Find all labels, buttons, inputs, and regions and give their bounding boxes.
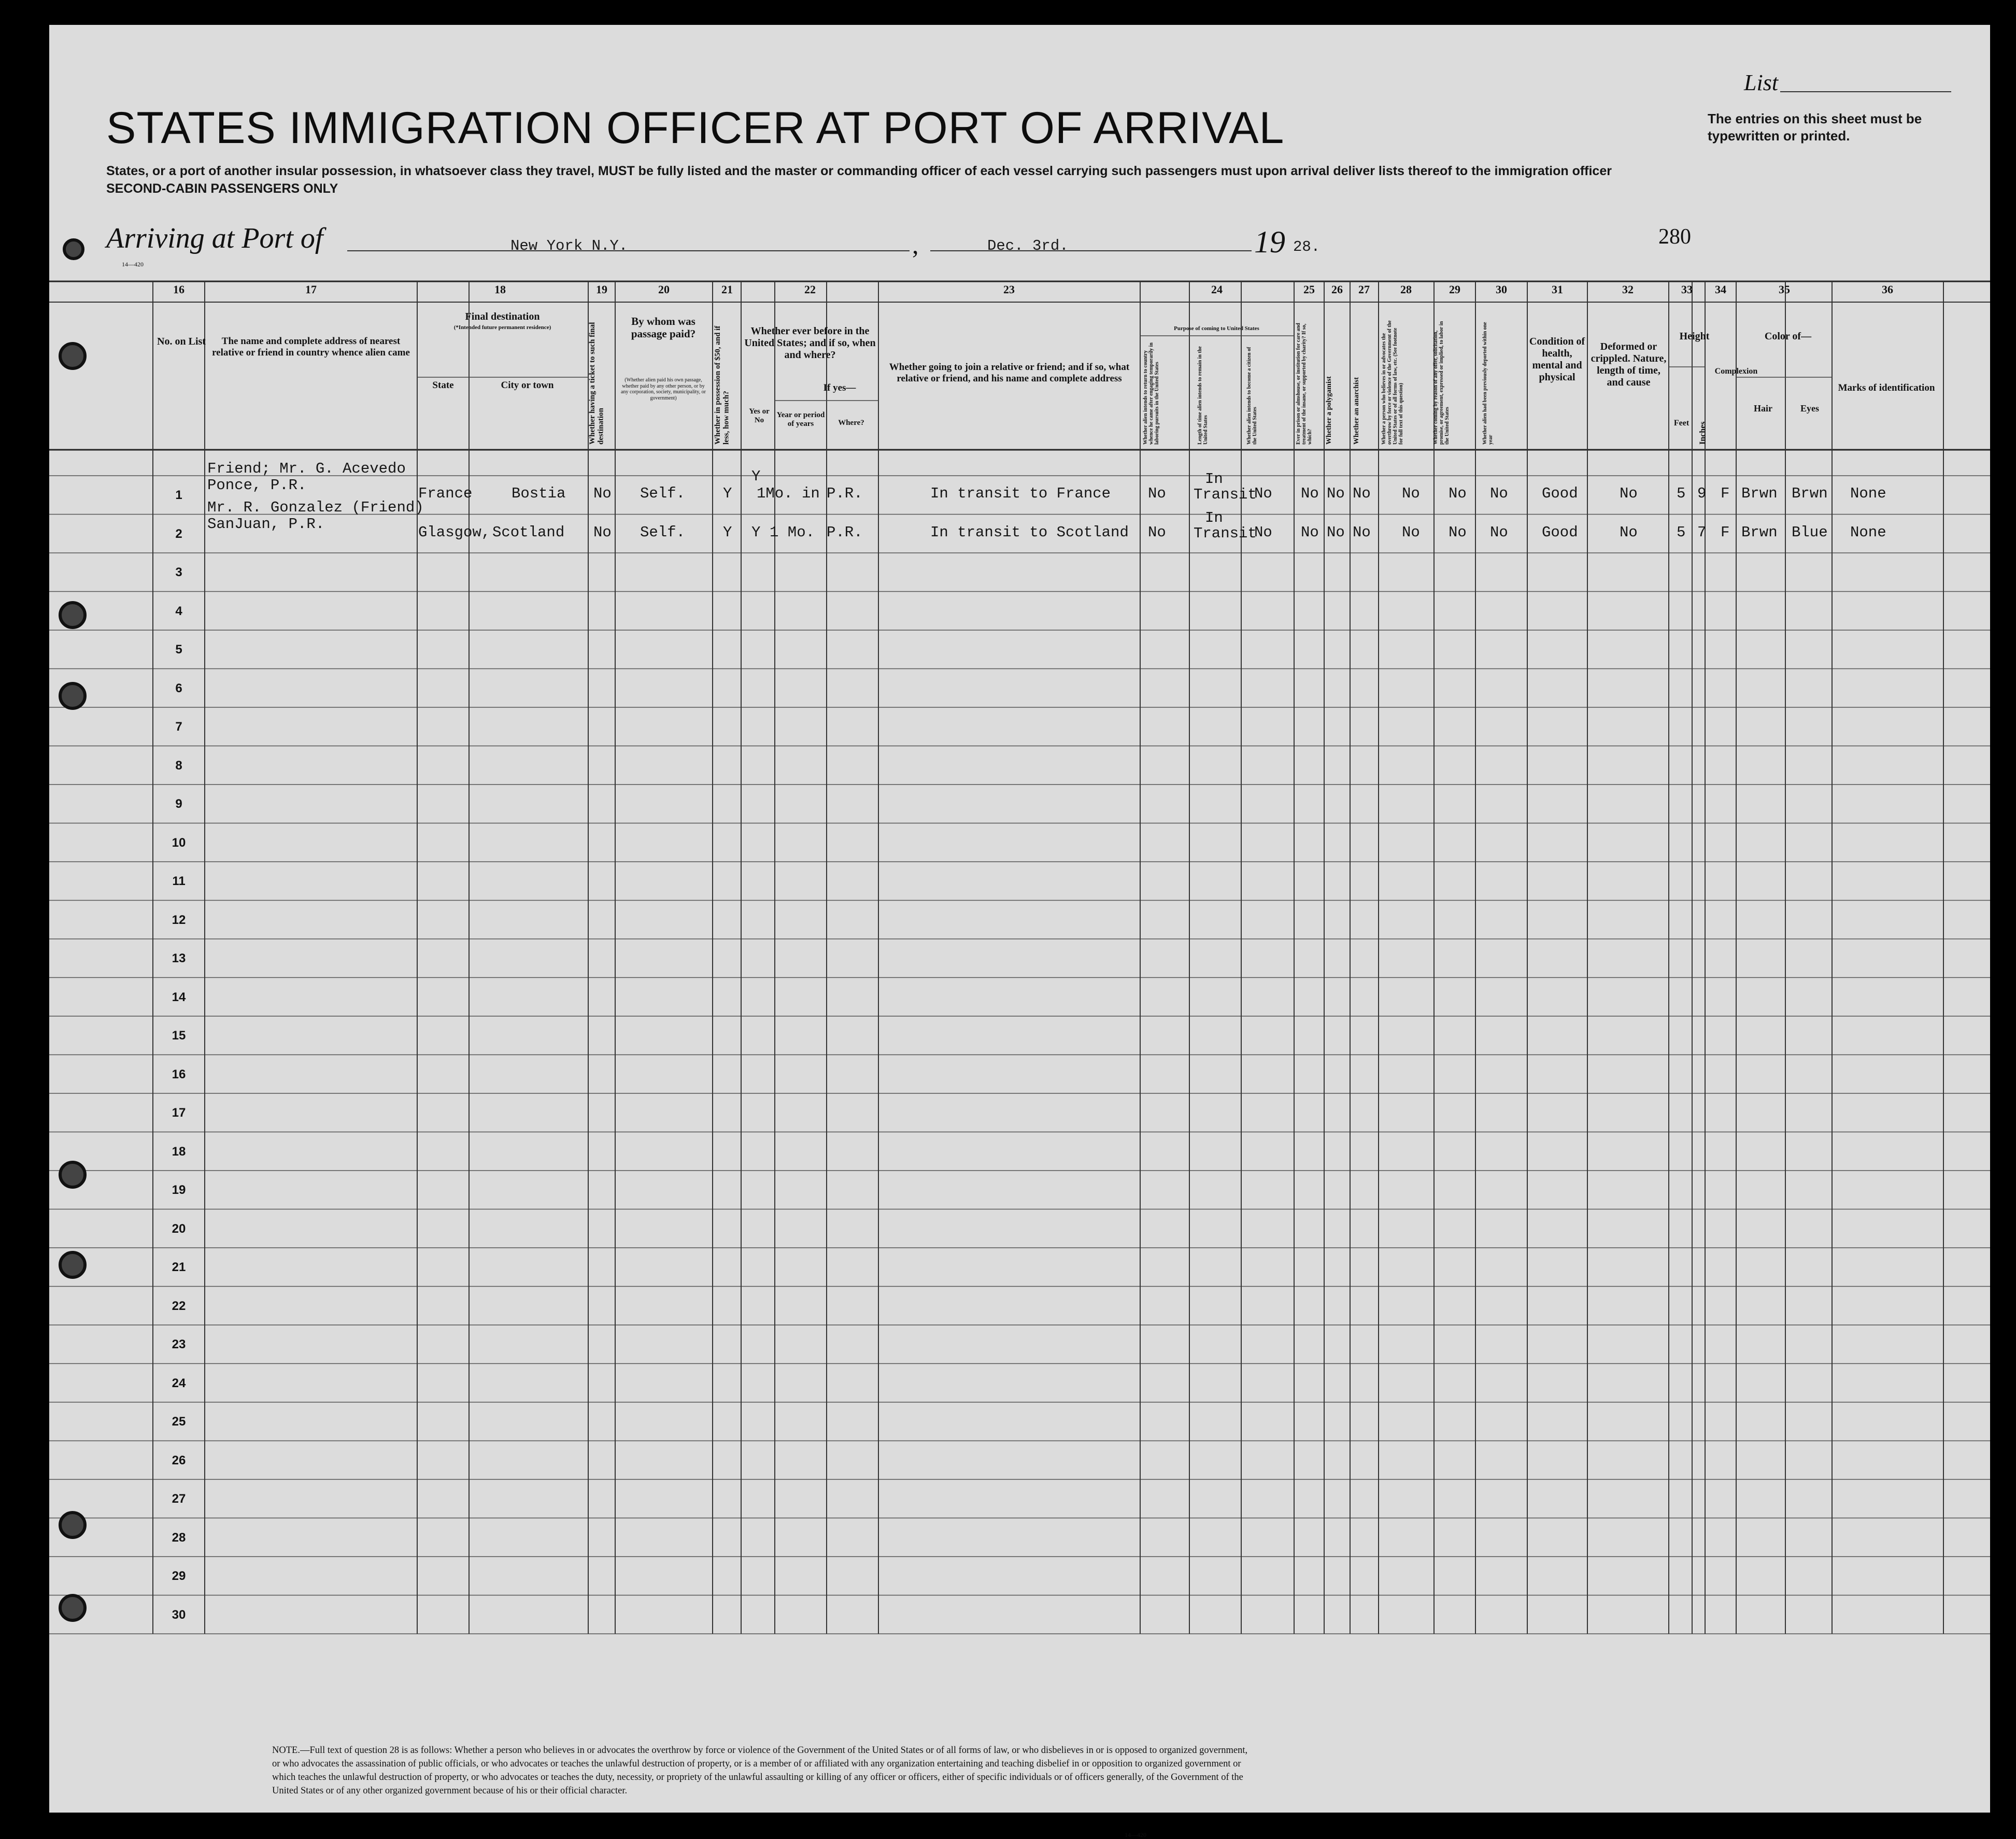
- ticket-value: No: [593, 485, 612, 502]
- binder-hole: [59, 682, 87, 710]
- header-fifty-dollars: Whether in possession of $50, and if less, how much?: [714, 325, 731, 445]
- column-number: 20: [658, 283, 670, 296]
- header-height: Height: [1679, 331, 1710, 342]
- comma-mark: ,: [912, 230, 919, 259]
- header-prison: Ever in prison or almshouse, or institution for care and treatment of the insane, or supported by charity? If so, which?: [1296, 323, 1313, 445]
- date-value: Dec. 3rd.: [987, 237, 1069, 254]
- hair-color: Brwn: [1741, 485, 1778, 502]
- header-complexion: Complexion: [1714, 367, 1758, 376]
- row-number: 27: [172, 1492, 186, 1506]
- prison-value: No: [1301, 523, 1319, 541]
- header-nearest-relative: The name and complete address of nearest relative or friend in country whence alien came: [212, 336, 410, 358]
- header-purpose-a: Whether alien intends to return to country whence he came after engaging temporarily in laboring pursuits in the United States: [1143, 343, 1160, 445]
- footnote-question-28: NOTE.—Full text of question 28 is as follows: Whether a person who believes in or advocates the overthrow by force or violence of the Government of the United States or of all forms of law, or who disbelieves in or is opposed to organized government, or who advocates the assassination of public officials, or who advocates or teaches the unlawful destruction of property, or is a member of or affiliated with any organization entertaining and teaching disbelief in or opposition to organized government or which teaches the unlawful destruction of property, or who advocates or teaches the duty, necessity, or propriety of the unlawful assaulting or killing of any officer or officers, either of specific individuals or of officers generally, of the Government of the United States or of any other organized government because of his or their official character.: [272, 1745, 1248, 1796]
- column-number: 25: [1303, 283, 1315, 296]
- row-number: 10: [172, 835, 186, 850]
- column-number: 21: [721, 283, 733, 296]
- join-relative-value: In transit to France: [930, 485, 1111, 502]
- before-period: 1Mo. in: [757, 485, 820, 502]
- header-final-destination-note: (*Intended future permanent residence): [453, 324, 551, 331]
- row-number: 11: [172, 874, 186, 888]
- header-overthrow: Whether a person who believes in or advocates the overthrow by force or violence of the Government of the United States or of all forms of law, etc. (See footnote for full text of this question): [1381, 320, 1404, 445]
- typewritten-notice: The entries on this sheet must be typewritten or printed.: [1708, 111, 1922, 144]
- header-polygamist: Whether a polygamist: [1325, 376, 1333, 445]
- length-of-stay-line2: Transit: [1194, 486, 1257, 503]
- manifest-sheet: [49, 25, 1990, 1838]
- destination-city: Scotland: [492, 523, 565, 541]
- row-number: 5: [175, 643, 182, 657]
- citizen-value: No: [1254, 523, 1272, 541]
- year-suffix: 28.: [1293, 238, 1321, 255]
- fifty-dollars-value: Y: [723, 485, 732, 502]
- header-deformed: Deformed or crippled. Nature, length of time, and cause: [1591, 341, 1667, 388]
- inducement-value: No: [1449, 523, 1467, 541]
- row-number: 14: [172, 990, 186, 1004]
- destination-state: France: [418, 485, 473, 502]
- header-hair: Hair: [1754, 403, 1772, 414]
- column-number: 16: [173, 283, 184, 296]
- binder-hole: [59, 342, 87, 370]
- return-country-value: No: [1148, 485, 1166, 502]
- column-number: 31: [1552, 283, 1563, 296]
- header-ticket: Whether having a ticket to such final destination: [588, 322, 605, 445]
- before-where: P.R.: [827, 485, 863, 502]
- anarchist-value: No: [1353, 523, 1371, 541]
- row-number: 30: [172, 1607, 186, 1622]
- health-value: Good: [1542, 523, 1578, 541]
- arriving-label: Arriving at Port of: [106, 222, 323, 254]
- before-where: P.R.: [827, 523, 863, 541]
- row-number: 15: [172, 1029, 186, 1043]
- hair-color: Brwn: [1741, 523, 1778, 541]
- polygamist-value: No: [1327, 485, 1345, 502]
- row-number: 26: [172, 1453, 186, 1467]
- header-where: Where?: [838, 419, 864, 427]
- destination-city: Bostia: [512, 485, 566, 502]
- height-feet: 5: [1677, 523, 1686, 541]
- header-join-relative: Whether going to join a relative or friend; and if so, what relative or friend, and his name and complete address: [889, 362, 1130, 384]
- header-before-in-us: Whether ever before in the United States; and if so, when and where?: [744, 325, 876, 361]
- binder-hole: [59, 1511, 87, 1539]
- height-feet: 5: [1677, 485, 1686, 502]
- return-country-value: No: [1148, 523, 1166, 541]
- row-number: 22: [172, 1299, 186, 1313]
- header-if-yes: If yes—: [823, 382, 856, 393]
- relative-address: Ponce, P.R.: [207, 477, 307, 494]
- row-number: 7: [175, 720, 182, 734]
- column-number: 34: [1715, 283, 1726, 296]
- column-number: 27: [1358, 283, 1370, 296]
- deported-value: No: [1490, 523, 1508, 541]
- column-number: 33: [1681, 283, 1693, 296]
- row-number: 19: [172, 1183, 186, 1197]
- header-eyes: Eyes: [1800, 403, 1819, 414]
- header-inducement: Whether coming by reason of any offer, solicitation, promise, or agreement, expressed or implied, to labor in the United States: [1433, 321, 1450, 445]
- row-number: 28: [172, 1530, 186, 1545]
- identification-marks: None: [1850, 523, 1886, 541]
- row-number: 1: [175, 488, 182, 502]
- header-purpose: Purpose of coming to United States: [1174, 325, 1259, 332]
- header-color-of: Color of—: [1764, 331, 1812, 342]
- binder-hole: [59, 1594, 87, 1622]
- row-number: 13: [172, 951, 186, 965]
- header-inches: Inches: [1698, 421, 1707, 445]
- eye-color: Blue: [1792, 523, 1828, 541]
- column-number: 30: [1496, 283, 1507, 296]
- before-yes-no: Y: [751, 523, 761, 541]
- page-title: STATES IMMIGRATION OFFICER AT PORT OF ARRIVAL: [106, 103, 1285, 153]
- complexion-value: F: [1721, 485, 1730, 502]
- row-number: 20: [172, 1221, 186, 1236]
- inducement-value: No: [1449, 485, 1467, 502]
- before-yes-no: Y: [751, 468, 761, 485]
- binder-hole: [59, 1251, 87, 1279]
- table-grid: [49, 25, 1990, 1813]
- binder-hole: [59, 601, 87, 629]
- row-number: 21: [172, 1260, 186, 1274]
- citizen-value: No: [1254, 485, 1272, 502]
- passage-paid-value: Self.: [640, 485, 686, 502]
- column-number: 19: [596, 283, 607, 296]
- header-state: State: [432, 380, 454, 391]
- header-purpose-c: Whether alien intends to become a citizen of the United States: [1246, 347, 1258, 445]
- header-marks: Marks of identification: [1838, 382, 1935, 393]
- row-number: 16: [172, 1067, 186, 1081]
- year-prefix: 19: [1254, 225, 1285, 259]
- deformed-value: No: [1620, 485, 1638, 502]
- port-value: New York N.Y.: [510, 237, 628, 254]
- subtitle-line: States, or a port of another insular possession, in whatsoever class they travel, MUST be fully listed and the master or commanding officer of each vessel carrying such passengers must upon arrival deliver lists thereof to the immigration officer: [106, 164, 1612, 178]
- row-number: 2: [175, 526, 182, 541]
- sheet-number: 280: [1658, 225, 1691, 249]
- form-code-bottom: 14—420: [1125, 1831, 1146, 1838]
- overthrow-value: No: [1402, 523, 1420, 541]
- complexion-value: F: [1721, 523, 1730, 541]
- header-health: Condition of health, mental and physical: [1529, 336, 1585, 383]
- eye-color: Brwn: [1792, 485, 1828, 502]
- deformed-value: No: [1620, 523, 1638, 541]
- length-of-stay-line2: Transit: [1194, 524, 1257, 542]
- cabin-class: SECOND-CABIN PASSENGERS ONLY: [106, 181, 338, 196]
- column-number: 24: [1211, 283, 1223, 296]
- row-number: 3: [175, 565, 182, 579]
- health-value: Good: [1542, 485, 1578, 502]
- form-code-top: 14—420: [122, 261, 144, 268]
- header-passage-note: (Whether alien paid his own passage, whether paid by any other person, or by any corporation, society, municipality, or government): [621, 377, 706, 401]
- column-number: 22: [804, 283, 816, 296]
- column-number: 29: [1449, 283, 1460, 296]
- relative-name: Mr. R. Gonzalez (Friend): [207, 498, 424, 516]
- before-period: 1 Mo.: [770, 523, 815, 541]
- prison-value: No: [1301, 485, 1319, 502]
- header-feet: Feet: [1673, 419, 1690, 427]
- header-purpose-b: Length of time alien intends to remain in the United States: [1197, 346, 1209, 445]
- row-number: 29: [172, 1569, 186, 1583]
- row-number: 23: [172, 1337, 186, 1351]
- row-number: 8: [175, 758, 182, 773]
- identification-marks: None: [1850, 485, 1886, 502]
- binder-hole: [63, 238, 84, 260]
- column-number: 23: [1003, 283, 1015, 296]
- header-final-destination: Final destination: [465, 311, 540, 322]
- column-number: 18: [494, 283, 506, 296]
- length-of-stay-line1: In: [1205, 509, 1223, 526]
- header-city: City or town: [501, 380, 554, 391]
- header-yes-no: Yes or No: [749, 407, 770, 425]
- passage-paid-value: Self.: [640, 523, 686, 541]
- header-anarchist: Whether an anarchist: [1353, 377, 1360, 445]
- height-inches: 7: [1697, 523, 1707, 541]
- row-number: 17: [172, 1106, 186, 1120]
- relative-address: SanJuan, P.R.: [207, 515, 325, 533]
- polygamist-value: No: [1327, 523, 1345, 541]
- row-number: 24: [172, 1376, 186, 1390]
- row-number: 9: [175, 797, 182, 811]
- deported-value: No: [1490, 485, 1508, 502]
- column-number: 17: [305, 283, 317, 296]
- binder-hole: [59, 1161, 87, 1189]
- join-relative-value: In transit to Scotland: [930, 523, 1129, 541]
- column-number: 35: [1779, 283, 1790, 296]
- column-number: 26: [1331, 283, 1343, 296]
- overthrow-value: No: [1402, 485, 1420, 502]
- fifty-dollars-value: Y: [723, 523, 732, 541]
- relative-name: Friend; Mr. G. Acevedo: [207, 460, 406, 477]
- header-passage-paid: By whom was passage paid?: [631, 315, 696, 340]
- ticket-value: No: [593, 523, 612, 541]
- header-no-on-list: No. on List: [157, 336, 206, 347]
- column-number: 32: [1622, 283, 1634, 296]
- column-number: 36: [1882, 283, 1893, 296]
- row-number: 18: [172, 1144, 186, 1159]
- column-number: 28: [1400, 283, 1412, 296]
- header-deported: Whether alien had been previously deported within one year: [1482, 322, 1494, 445]
- height-inches: 9: [1697, 485, 1707, 502]
- header-year-period: Year or period of years: [776, 411, 825, 429]
- row-number: 6: [175, 681, 182, 695]
- length-of-stay-line1: In: [1205, 471, 1223, 488]
- list-label: List: [1744, 70, 1779, 95]
- row-number: 12: [172, 913, 186, 927]
- destination-state: Glasgow,: [418, 523, 491, 541]
- anarchist-value: No: [1353, 485, 1371, 502]
- row-number: 25: [172, 1415, 186, 1429]
- row-number: 4: [175, 604, 182, 618]
